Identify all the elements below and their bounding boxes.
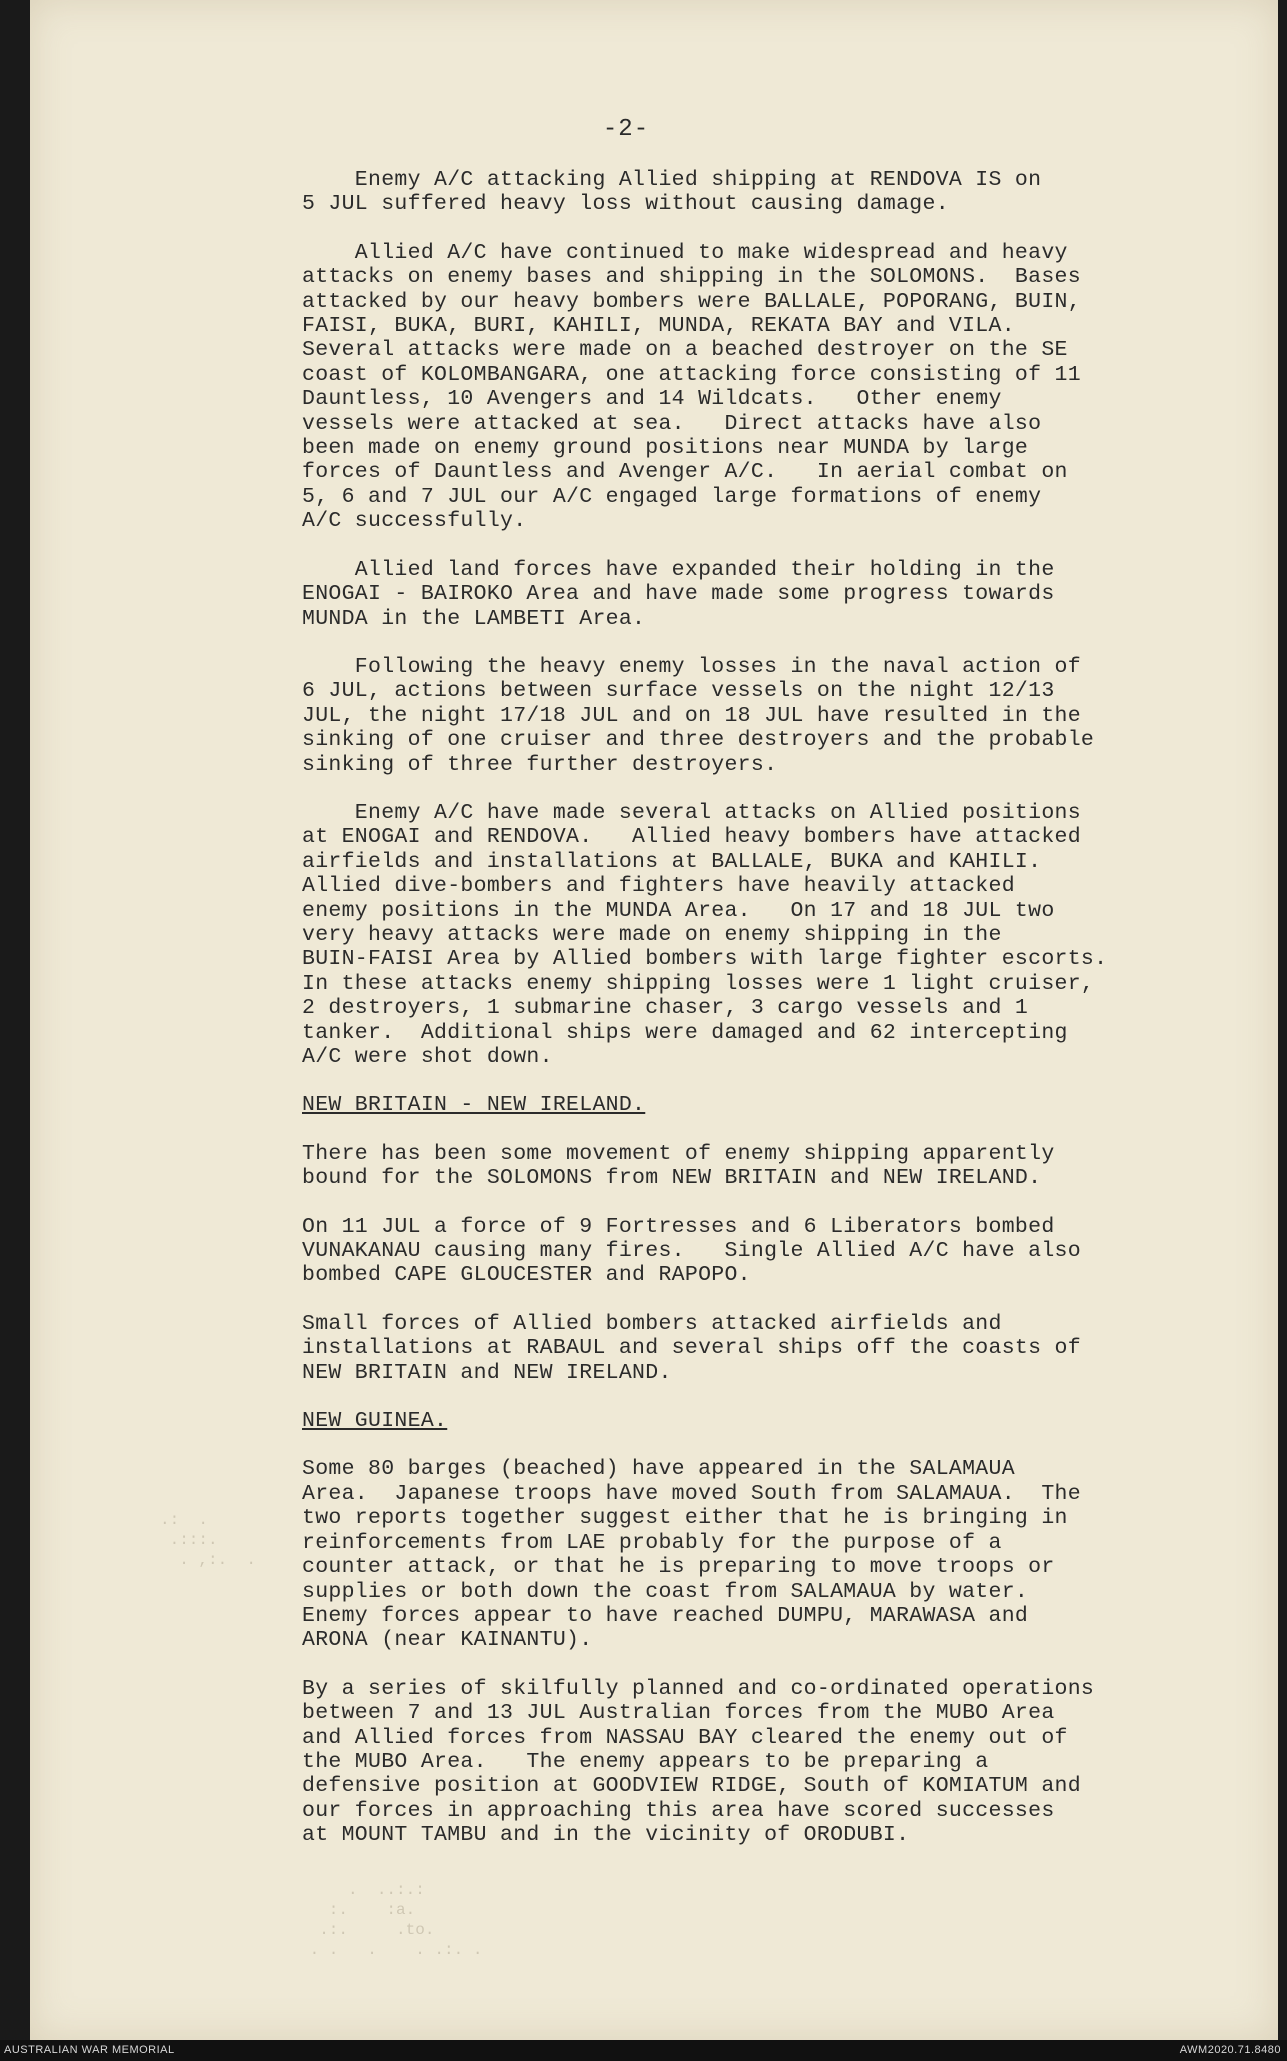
footer-accession-number: AWM2020.71.8480 [1179, 2044, 1281, 2056]
footer-bar [0, 2040, 1287, 2061]
paragraph: By a series of skilfully planned and co-ordinated operations between 7 and 13 JUL Australian forces from the MUBO Area and Allied forces from NASSAU BAY cleared the enemy out of the MUBO Area. The enemy appears to be preparing a defensive position at GOODVIEW RIDGE, South of KOMIATUM and our forces in approaching this area have scored successes at MOUNT TAMBU and in the vicinity of ORODUBI. [302, 1676, 1095, 1848]
paragraph: Small forces of Allied bombers attacked airfields and installations at RABAUL and several ships off the coasts of NEW BRITAIN and NEW IRELAND. [302, 1311, 1081, 1385]
bleed-through-marks: .: . .:::. . ,:. . [160, 1511, 257, 1569]
paragraph: Some 80 barges (beached) have appeared in the SALAMAUA Area. Japanese troops have moved South from SALAMAUA. The two reports together suggest either that he is bringing in reinforcements from LAE probably for the purpose of a counter attack, or that he is preparing to move troops or supplies or both down the coast from SALAMAUA by water. Enemy forces appear to have reached DUMPU, MARAWASA and ARONA (near KAINANTU). [302, 1457, 1081, 1653]
paragraph: There has been some movement of enemy shipping apparently bound for the SOLOMONS from NEW BRITAIN and NEW IRELAND. [302, 1141, 1055, 1191]
paragraph: Enemy A/C attacking Allied shipping at RENDOVA IS on 5 JUL suffered heavy loss without causing damage. [302, 168, 1042, 217]
paragraph: Enemy A/C have made several attacks on Allied positions at ENOGAI and RENDOVA. Allied heavy bombers have attacked airfields and installations at BALLALE, BUKA and KAHILI. Allied dive-bombers and fighters have heavily attacked enemy positions in the MUNDA Area. On 17 and 18 JUL two very heavy attacks were made on enemy shipping in the BUIN-FAISI Area by Allied bombers with large fighter escorts. In these attacks enemy shipping losses were 1 light cruiser, 2 destroyers, 1 submarine chaser, 3 cargo vessels and 1 tanker. Additional ships were damaged and 62 intercepting A/C were shot down. [302, 800, 1108, 1069]
page-number: -2- [602, 116, 650, 143]
document-page [30, 0, 1278, 2040]
paragraph: Following the heavy enemy losses in the naval action of 6 JUL, actions between surface vessels on the night 12/13 JUL, the night 17/18 JUL and on 18 JUL have resulted in the sinking of one cruiser and three destroyers and the probable sinking of three further destroyers. [302, 654, 1095, 777]
paragraph: On 11 JUL a force of 9 Fortresses and 6 Liberators bombed VUNAKANAU causing many fires. Single Allied A/C have also bombed CAPE GLOUCESTER and RAPOPO. [302, 1214, 1081, 1288]
section-heading-new-guinea: NEW GUINEA. [302, 1409, 448, 1434]
section-heading-new-britain: NEW BRITAIN - NEW IRELAND. [302, 1093, 646, 1118]
footer-institution: AUSTRALIAN WAR MEMORIAL [4, 2044, 175, 2056]
paragraph: Allied A/C have continued to make widespread and heavy attacks on enemy bases and shipping in the SOLOMONS. Bases attacked by our heavy bombers were BALLALE, POPORANG, BUIN, FAISI, BUKA, BURI, KAHILI, MUNDA, REKATA BAY and VILA. Several attacks were made on a beached destroyer on the SE coast of KOLOMBANGARA, one attacking force consisting of 11 Dauntless, 10 Avengers and 14 Wildcats. Other enemy vessels were attacked at sea. Direct attacks have also been made on enemy ground positions near MUNDA by large forces of Dauntless and Avenger A/C. In aerial combat on 5, 6 and 7 JUL our A/C engaged large formations of enemy A/C successfully. [302, 240, 1081, 534]
bleed-through-marks: . ..:.: :. :a. .:. .to. . . . . .:. . [309, 1881, 483, 1959]
paragraph: Allied land forces have expanded their holding in the ENOGAI - BAIROKO Area and have made some progress towards MUNDA in the LAMBETI Area. [302, 557, 1055, 631]
document-body [302, 168, 1222, 1848]
